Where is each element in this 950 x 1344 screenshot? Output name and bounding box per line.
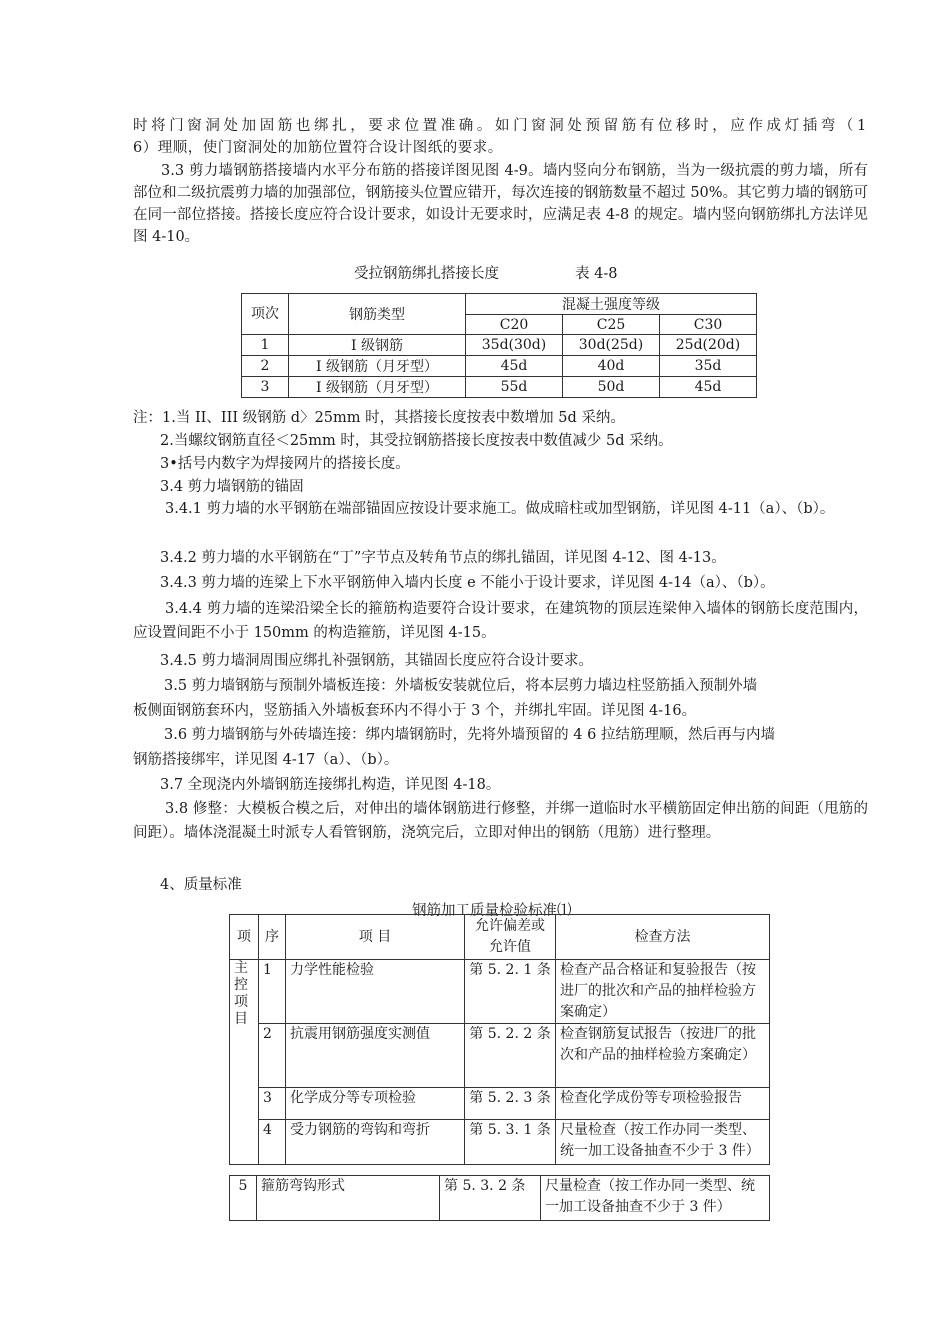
grade-c30: C30 [660,315,757,335]
table-row [230,1120,770,1165]
cell-c25: 30d(25d) [563,335,660,356]
header-item: 项次 [242,294,289,335]
cell-type: I 级钢筋（月牙型） [289,377,466,398]
table-row [230,1024,770,1088]
grade-c25: C25 [563,315,660,335]
cell-c30: 25d(20d) [660,335,757,356]
section-3-8: 3.8 修整：大模板合模之后，对伸出的墙体钢筋进行修整，并绑一道临时水平横筋固定伸出筋的间距（甩筋的间距）。墙体浇混凝土时派专人看管钢筋，浇筑完后，立即对伸出的钢筋（甩筋）进行整理。 [133,801,868,841]
cell-method: 检查产品合格证和复验报告（按进厂的批次和产品的抽样检验方案确定） [556,960,770,1024]
table-row [230,1176,770,1221]
cell-tolerance: 第 5. 3. 1 条 [465,1120,556,1165]
cell-project: 力学性能检验 [286,960,465,1024]
cell-type: I 级钢筋 [289,335,466,356]
section-3-4-1: 3.4.1 剪力墙的水平钢筋在端部锚固应按设计要求施工。做成暗柱或加型钢筋，详见图 4-11（a）、（b）。 [165,501,835,517]
table-row [230,960,770,1024]
section-3-5-line2: 板侧面钢筋套环内，竖筋插入外墙板套环内不得小于 3 个，并绑扎牢固。详见图 4-16。 [133,703,697,719]
table-number: 表 4-8 [575,266,618,282]
cell-seq: 5 [230,1176,257,1221]
header-type: 钢筋类型 [289,294,466,335]
cell-seq: 1 [259,960,286,1024]
table-row [242,377,757,398]
cell-project: 抗震用钢筋强度实测值 [286,1024,465,1088]
section-3-6-line1: 3.6 剪力墙钢筋与外砖墙连接：绑内墙钢筋时，先将外墙预留的 4 6 拉结筋理顺，然后再与内墙 [164,727,775,743]
header-project: 项 目 [286,915,465,960]
grade-c20: C20 [466,315,563,335]
quality-table [229,914,770,1165]
section-3-4-5: 3.4.5 剪力墙洞周围应绑扎补强钢筋，其锚固长度应符合设计要求。 [160,653,594,669]
cell-c25: 40d [563,356,660,377]
cell-project: 箍筋弯钩形式 [257,1176,440,1221]
section-4-heading: 4、质量标准 [160,877,242,893]
section-3-6-line2: 钢筋搭接绑牢，详见图 4-17（a）、（b）。 [133,752,399,768]
cell-no: 1 [242,335,289,356]
cell-method: 尺量检查（按工作办同一类型、统一加工设备抽查不少于 3 件） [556,1120,770,1165]
section-3-7: 3.7 全现浇内外墙钢筋连接绑扎构造，详见图 4-18。 [160,777,501,793]
header-seq: 序 [259,915,286,960]
text-line: 6）理顺，使门窗洞处的加筋位置符合设计图纸的要求。 [133,140,503,156]
lap-length-table [241,293,757,398]
note-1: 注：1.当 II、III 级钢筋 d〉25mm 时，其搭接长度按表中数增加 5d 采纳。 [133,410,625,426]
note-3: 3•括号内数字为焊接网片的搭接长度。 [160,456,410,472]
cell-project: 化学成分等专项检验 [286,1088,465,1120]
cell-type: I 级钢筋（月牙型） [289,356,466,377]
header-tolerance: 允许偏差或允许值 [465,915,556,960]
note-2: 2.当螺纹钢筋直径＜25mm 时，其受拉钢筋搭接长度按表中数值减少 5d 采纳。 [160,433,673,449]
section-3-4-4: 3.4.4 剪力墙的连梁沿梁全长的箍筋构造要符合设计要求，在建筑物的顶层连梁伸入墙体的钢筋长度范围内，应设置间距不小于 150mm 的构造箍筋，详见图 4-15。 [133,601,868,641]
header-method: 检查方法 [556,915,770,960]
quality-table-row5 [229,1175,770,1221]
cell-c30: 45d [660,377,757,398]
text-line: 时将门窗洞处加固筋也绑扎，要求位置准确。如门窗洞处预留筋有位移时，应作成灯插弯（1 [133,118,870,134]
header-grade: 混凝土强度等级 [466,294,757,315]
cell-c30: 35d [660,356,757,377]
cell-tolerance: 第 5. 2. 2 条 [465,1024,556,1088]
table-row [242,335,757,356]
cell-method: 检查钢筋复试报告（按进厂的批次和产品的抽样检验方案确定） [556,1024,770,1088]
header-item: 项 [230,915,259,960]
cell-seq: 3 [259,1088,286,1120]
cell-tolerance: 第 5. 2. 3 条 [465,1088,556,1120]
table-row [230,1088,770,1120]
cell-c20: 35d(30d) [466,335,563,356]
section-3-4-3: 3.4.3 剪力墙的连梁上下水平钢筋伸入墙内长度 e 不能小于设计要求，详见图 4-14（a）、（b）。 [160,575,775,591]
cell-method: 尺量检查（按工作办同一类型、统一加工设备抽查不少于 3 件） [541,1176,770,1221]
cell-project: 受力钢筋的弯钩和弯折 [286,1120,465,1165]
section-3-4: 3.4 剪力墙钢筋的锚固 [160,479,304,495]
cell-seq: 4 [259,1120,286,1165]
section-3-5-line1: 3.5 剪力墙钢筋与预制外墙板连接：外墙板安装就位后，将本层剪力墙边柱竖筋插入预制外墙 [164,678,758,694]
cell-c20: 55d [466,377,563,398]
cell-method: 检查化学成份等专项检验报告 [556,1088,770,1120]
table-caption: 受拉钢筋绑扎搭接长度 [354,266,499,282]
cell-no: 2 [242,356,289,377]
cell-seq: 2 [259,1024,286,1088]
cell-no: 3 [242,377,289,398]
section-3-4-2: 3.4.2 剪力墙的水平钢筋在“丁”字节点及转角节点的绑扎锚固，详见图 4-12、图 4-13。 [160,550,726,566]
cell-tolerance: 第 5. 3. 2 条 [440,1176,541,1221]
table-row [242,356,757,377]
cell-c20: 45d [466,356,563,377]
group-main-control: 主控项目 [230,960,259,1165]
cell-c25: 50d [563,377,660,398]
table2-caption: 钢筋加工质量检验标准⑴ [412,903,572,919]
paragraph-3-3: 3.3 剪力墙钢筋搭接墙内水平分布筋的搭接详图见图 4-9。墙内竖向分布钢筋，当为一级抗震的剪力墙，所有部位和二级抗震剪力墙的加强部位，钢筋接头位置应错开，每次连接的钢筋数量不超过 50%。其它剪力墙的钢筋可在同一部位搭接。搭接长度应符合设计要求，如设计无要求时，应满足表 4-8 的规定。墙内竖向钢筋绑扎方法详见图 4-10。 [133,163,868,245]
cell-tolerance: 第 5. 2. 1 条 [465,960,556,1024]
